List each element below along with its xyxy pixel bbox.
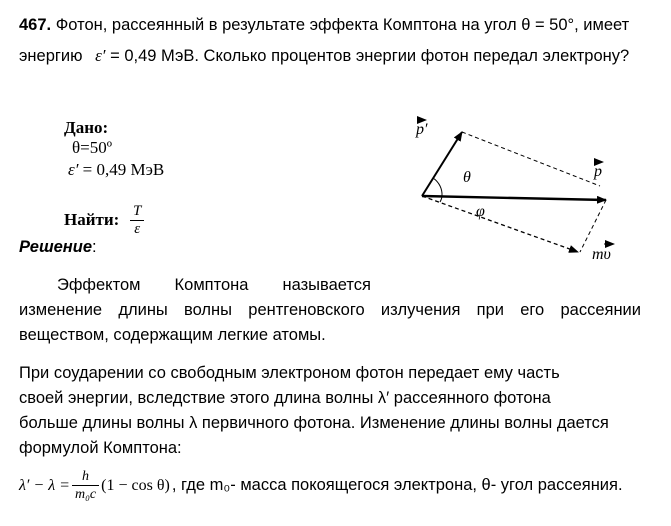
problem-text-1: Фотон, рассеянный в результате эффекта Комптона на угол θ = 50°, имеет — [55, 16, 630, 34]
problem-number: 467. — [19, 16, 52, 34]
label-p-prime: p′ — [416, 121, 428, 138]
p1-line-3: веществом, содержащим легкие атомы. — [19, 326, 326, 344]
scattered-photon-vector — [422, 132, 462, 196]
p2-line-3: больше длины волны λ первичного фотона. Изменение длины волны дается — [19, 414, 609, 432]
p2-line-4: формулой Комптона: — [19, 439, 182, 457]
label-p: p — [594, 163, 602, 180]
find-fraction — [130, 203, 144, 238]
p1-word-2: Комптона — [174, 276, 249, 294]
solution-colon: : — [92, 238, 97, 256]
electron-momentum-vector — [422, 196, 578, 252]
solution-heading — [19, 238, 97, 257]
label-phi: φ — [476, 203, 485, 220]
theta-arc — [433, 178, 442, 196]
p1-word-3: называется — [282, 276, 371, 294]
formula-text: , где m₀- масса покоящегося электрона, θ- угол рассеяния. — [171, 476, 623, 494]
compton-formula — [19, 468, 623, 503]
given-energy — [68, 160, 164, 180]
dashed-side-top — [462, 132, 600, 186]
find-numerator: T — [130, 203, 144, 221]
energy-symbol: ε′ — [95, 46, 106, 65]
dashed-side-right — [580, 200, 606, 252]
label-mv: mυ — [592, 246, 611, 263]
given-energy-symbol: ε′ — [68, 160, 79, 179]
phi-arc — [440, 197, 442, 202]
problem-line-2 — [19, 46, 629, 66]
p2-line-1: При соударении со свободным электроном фотон передает ему часть — [19, 364, 560, 382]
find-title: Найти: — [64, 210, 120, 229]
p1-line-2: изменение длины волны рентгеновского излучения при его рассеянии — [19, 301, 641, 319]
problem-line-1 — [19, 16, 629, 35]
formula-numerator: h — [72, 468, 99, 486]
formula-right: (1 − cos θ) — [101, 476, 170, 494]
label-theta: θ — [463, 169, 471, 186]
given-energy-value: = 0,49 МэВ — [82, 160, 165, 179]
p1-line-1 — [57, 276, 371, 295]
given-title: Дано: — [64, 118, 109, 137]
formula-left: λ′ − λ = — [19, 476, 70, 494]
solution-title: Решение — [19, 238, 93, 256]
find-denominator: ε — [134, 221, 141, 237]
incident-photon-vector — [422, 196, 606, 200]
given-theta: θ=50º — [72, 138, 113, 157]
problem-text-2b: = 0,49 МэВ. Сколько процентов энергии фотон передал электрону? — [110, 47, 630, 65]
p2-line-2: своей энергии, вследствие этого длина волны λ′ рассеянного фотона — [19, 389, 551, 407]
p1-word-1: Эффектом — [57, 276, 141, 294]
problem-text-2a: энергию — [19, 47, 83, 65]
vector-diagram — [400, 110, 630, 270]
formula-denominator: m₀c — [74, 487, 97, 502]
